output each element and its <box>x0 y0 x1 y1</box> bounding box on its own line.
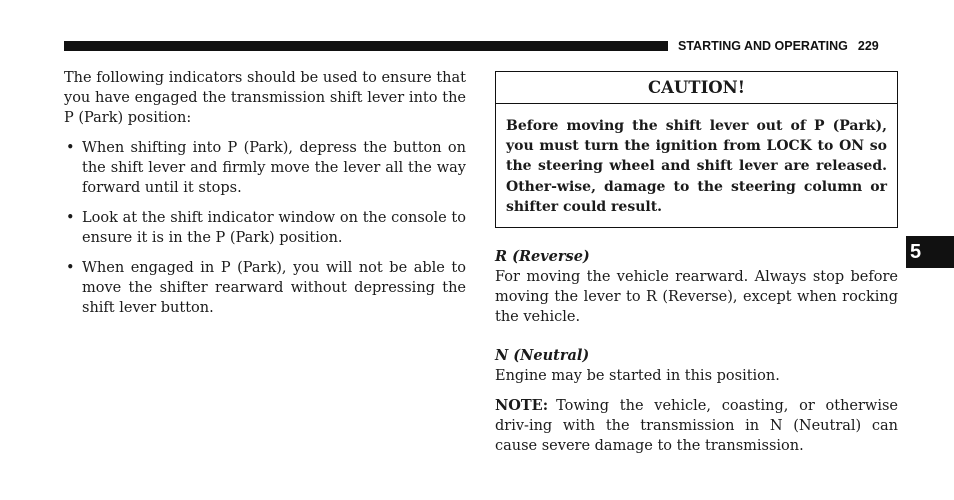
note-paragraph <box>495 396 898 456</box>
running-header <box>678 37 879 55</box>
reverse-heading: R (Reverse) <box>495 248 590 266</box>
section-title: STARTING AND OPERATING <box>678 39 848 53</box>
reverse-text: For moving the vehicle rearward. Always stop before moving the lever to R (Reverse), except when rocking the vehicle. <box>495 269 898 326</box>
list-item <box>64 208 466 248</box>
caution-title: CAUTION! <box>496 72 897 104</box>
bullet-glyph: • <box>66 260 75 276</box>
caution-body: Before moving the shift lever out of P (Park), you must turn the ignition from LOCK to ON so the steering wheel and shift lever are released. Other-wise, damage to the steering column or shifter could result. <box>506 118 887 215</box>
neutral-text: Engine may be started in this position. <box>495 368 780 385</box>
list-item <box>64 138 466 198</box>
list-item-text: Look at the shift indicator window on the console to ensure it is in the P (Park) position. <box>82 210 466 246</box>
bullet-glyph: • <box>66 140 75 156</box>
indicator-list <box>64 138 466 318</box>
list-item-text: When shifting into P (Park), depress the button on the shift lever and firmly move the lever all the way forward until it stops. <box>82 140 466 196</box>
header-rule <box>64 41 668 51</box>
neutral-heading: N (Neutral) <box>495 347 590 365</box>
list-item <box>64 258 466 318</box>
list-item-text: When engaged in P (Park), you will not be able to move the shifter rearward without depressing the shift lever button. <box>82 260 466 316</box>
intro-paragraph: The following indicators should be used to ensure that you have engaged the transmission shift lever into the P (Park) position: <box>64 70 466 126</box>
page-number: 229 <box>857 39 879 53</box>
right-column <box>495 71 898 456</box>
chapter-tab: 5 <box>906 236 954 268</box>
left-column <box>64 68 466 328</box>
bullet-glyph: • <box>66 210 75 226</box>
note-text: Towing the vehicle, coasting, or otherwise driv-ing with the transmission in N (Neutral) can cause severe damage to the transmission. <box>495 398 898 455</box>
note-label: NOTE: <box>495 397 549 415</box>
caution-box <box>495 71 898 228</box>
